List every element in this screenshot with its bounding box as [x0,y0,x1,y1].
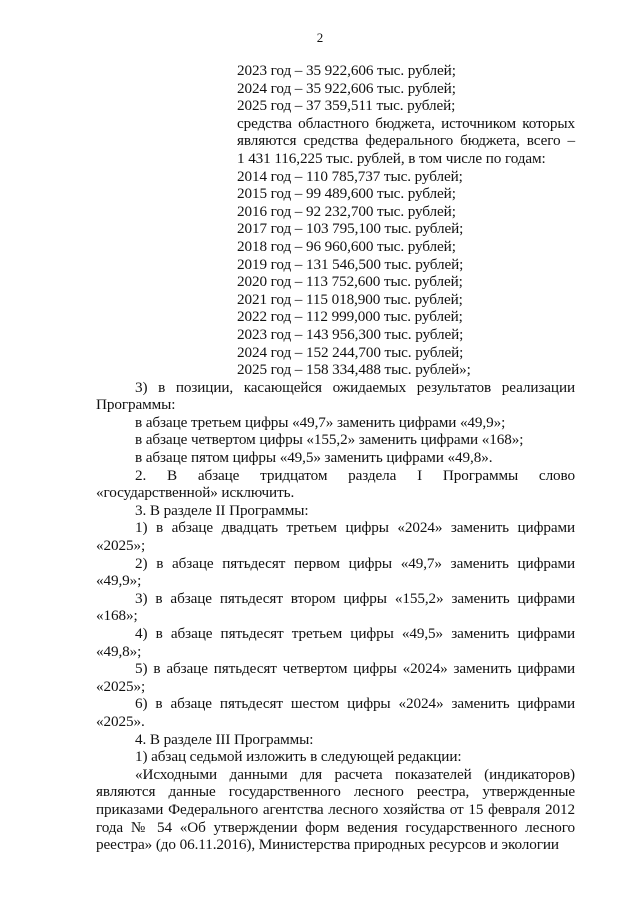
section-3-item: 5) в абзаце пятьдесят четвертом цифры «2024» заменить цифрами «2025»; [96,660,575,695]
year-line: 2024 год – 152 244,700 тыс. рублей; [237,343,464,361]
year-line: 2017 год – 103 795,100 тыс. рублей; [237,220,464,238]
year-line: 2025 год – 37 359,511 тыс. рублей; [237,97,456,115]
year-line: 2023 год – 35 922,606 тыс. рублей; [237,62,456,79]
item-3-sub: в абзаце третьем цифры «49,7» заменить цифрами «49,9»; [135,413,506,431]
section-4-item-1: 1) абзац седьмой изложить в следующей редакции: [135,748,462,766]
section-4-title: 4. В разделе III Программы: [135,730,314,748]
section-3-item: 3) в абзаце пятьдесят втором цифры «155,2» заменить цифрами «168»; [96,589,575,625]
section-3-item: 6) в абзаце пятьдесят шестом цифры «2024» заменить цифрами «2025». [96,695,575,730]
year-line: 2024 год – 35 922,606 тыс. рублей; [237,79,456,97]
item-3-paragraph: 3) в позиции, касающейся ожидаемых результатов реализации Программы: [96,378,575,414]
section-3-title: 3. В разделе II Программы: [135,501,309,519]
item-3-sub: в абзаце пятом цифры «49,5» заменить цифрами «49,8». [135,449,493,467]
regional-intro-line: являются средства федерального бюджета, всего – [237,132,575,150]
item-3-sub: в абзаце четвертом цифры «155,2» заменить цифрами «168»; [135,431,524,449]
section-4-quote: «Исходными данными для расчета показателей (индикаторов) являются данные государственного лесного реестра, утвержденные приказами Федерального агентства лесного хозяйства от 15 февраля 2012 года № 54 «Об утверждении форм ведения государственного лесного реестра» (до 06.11.2016), Министерства природных ресурсов и экологии [96,765,575,854]
year-line: 2015 год – 99 489,600 тыс. рублей; [237,185,456,203]
regional-intro-line: средства областного бюджета, источником которых [237,114,575,132]
year-line: 2014 год – 110 785,737 тыс. рублей; [237,167,463,185]
year-line: 2016 год – 92 232,700 тыс. рублей; [237,202,456,220]
year-line: 2020 год – 113 752,600 тыс. рублей; [237,273,463,291]
section-2-paragraph: 2. В абзаце тридцатом раздела I Программы слово «государственной» исключить. [96,466,575,502]
page-number: 2 [316,30,324,45]
year-line: 2018 год – 96 960,600 тыс. рублей; [237,237,456,255]
year-line: 2022 год – 112 999,000 тыс. рублей; [237,308,463,326]
regional-intro-line: 1 431 116,225 тыс. рублей, в том числе по годам: [237,149,546,167]
year-line: 2023 год – 143 956,300 тыс. рублей; [237,325,464,343]
document-body [96,62,575,854]
year-line: 2021 год – 115 018,900 тыс. рублей; [237,290,463,308]
year-line: 2025 год – 158 334,488 тыс. рублей»; [237,361,471,379]
year-line: 2019 год – 131 546,500 тыс. рублей; [237,255,464,273]
section-3-item: 2) в абзаце пятьдесят первом цифры «49,7» заменить цифрами «49,9»; [96,554,575,590]
federal-budget-years [96,62,575,379]
section-3-item: 1) в абзаце двадцать третьем цифры «2024» заменить цифрами «2025»; [96,519,575,555]
section-3-item: 4) в абзаце пятьдесят третьем цифры «49,5» заменить цифрами «49,8»; [96,625,575,660]
